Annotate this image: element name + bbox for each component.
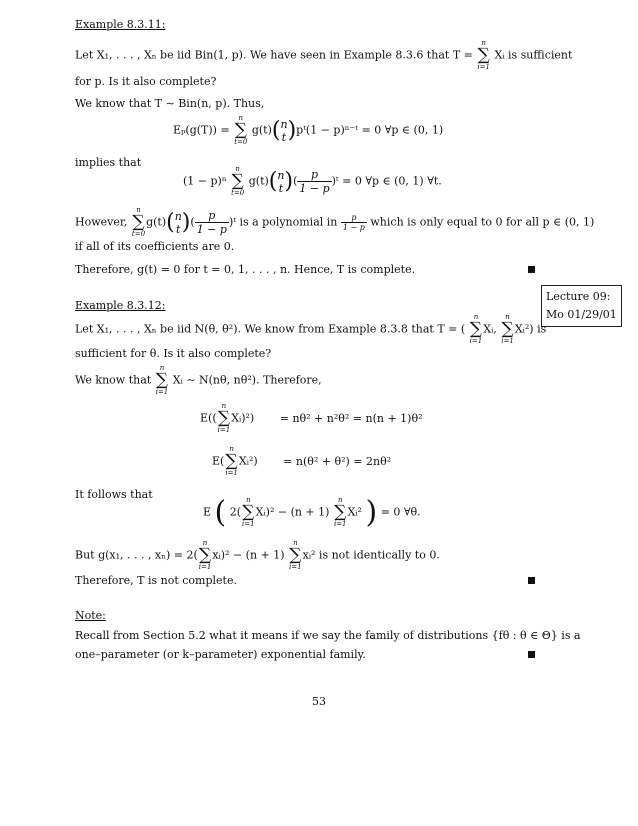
ex1-intro-b: Xᵢ is sufficient — [494, 48, 573, 62]
ex2-follows: It follows that — [75, 488, 153, 501]
ex2-but-b: xᵢ)² − (n + 1) — [212, 548, 285, 562]
sum-symbol: n ∑ i=1 — [501, 313, 514, 345]
sum-symbol: n ∑ i=1 — [333, 496, 347, 528]
ex1-intro-line — [75, 40, 572, 71]
note-line-2: one–parameter (or k–parameter) exponential family. — [75, 648, 366, 661]
qed-square-icon — [528, 577, 535, 584]
example-8-3-12-heading: Example 8.3.12: — [75, 299, 166, 312]
ex1-eq2-mid: g(t) — [248, 174, 269, 188]
fraction-p-over-1-minus-p-small: $\frac{p}{1 - p}$ — [342, 213, 365, 232]
binomial-coefficient: ( n t ) — [271, 117, 297, 144]
ex2-eq2-left-b: Xᵢ²) — [238, 454, 258, 468]
ex2-intro-b: Xᵢ, — [483, 322, 497, 336]
ex1-coeffs: if all of its coefficients are 0. — [75, 240, 235, 253]
ex2-equation-2 — [212, 446, 391, 477]
sum-symbol: n ∑ i=1 — [469, 313, 483, 345]
ex1-equation-1 — [173, 115, 443, 146]
sum-symbol: n ∑ i=1 — [155, 364, 169, 396]
qed-square-icon — [528, 266, 535, 273]
ex2-but-line — [75, 540, 440, 571]
ex1-know: We know that T ∼ Bin(n, p). Thus, — [75, 97, 265, 110]
ex2-know-a: We know that — [75, 373, 152, 387]
sum-symbol: n ∑ i=1 — [225, 445, 238, 477]
ex2-but-c: xᵢ² is not identically to 0. — [302, 548, 440, 562]
sum-symbol: n ∑ i=1 — [242, 496, 255, 528]
sum-symbol: n ∑ i=1 — [198, 539, 212, 571]
fraction-p-over-1-minus-p: $\frac{p}{1 - p}$ — [299, 168, 330, 195]
ex2-eq2-left-a: E( — [212, 454, 225, 468]
ex2-know-line — [75, 365, 322, 396]
sum-symbol: n ∑ t=0 — [234, 114, 248, 146]
ex2-eq3-b: 2( — [229, 505, 242, 519]
ex2-eq3-a: E — [203, 505, 212, 519]
ex1-implies: implies that — [75, 156, 142, 169]
lecture-date: Mo 01/29/01 — [546, 308, 617, 321]
ex2-intro-a: Let X₁, . . . , Xₙ be iid N(θ, θ²). We know from Example 8.3.8 that T = ( — [75, 322, 466, 336]
ex2-eq3-e: = 0 ∀θ. — [380, 505, 421, 519]
sum-symbol: n ∑ t=0 — [131, 206, 146, 238]
ex1-eq1-mid: g(t) — [251, 123, 272, 137]
ex1-intro-c: for p. Is it also complete? — [75, 75, 217, 88]
qed-square-icon — [528, 651, 535, 658]
ex1-therefore: Therefore, g(t) = 0 for t = 0, 1, . . . , n. Hence, T is complete. — [75, 263, 416, 276]
ex2-equation-1 — [200, 403, 423, 434]
ex1-intro-a: Let X₁, . . . , Xₙ be iid Bin(1, p). We have seen in Example 8.3.6 that T = — [75, 48, 473, 62]
ex2-eq1-right: = nθ² + n²θ² = n(n + 1)θ² — [279, 411, 423, 425]
binomial-coefficient: ( n t ) — [166, 209, 191, 236]
ex1-eq1-left: Eₚ(g(T)) = — [173, 123, 230, 137]
ex2-intro-d: sufficient for θ. Is it also complete? — [75, 347, 272, 360]
note-heading: Note: — [75, 609, 106, 622]
lecture-margin-note — [541, 285, 622, 327]
ex2-eq3-c: Xᵢ)² − (n + 1) — [255, 505, 330, 519]
ex1-eq1-right: pᵗ(1 − p)ⁿ⁻ᵗ = 0 ∀p ∈ (0, 1) — [296, 123, 444, 137]
ex1-equation-2: (1 − p)ⁿ n ∑ t=0 g(t)( n t )( $\frac{p}{1 - p}$ )ᵗ = 0 ∀p ∈ (0, 1) ∀t. — [183, 165, 442, 197]
ex2-therefore: Therefore, T is not complete. — [75, 574, 237, 587]
sum-symbol: n ∑ i=1 — [477, 39, 490, 71]
ex1-eq2-right: )ᵗ = 0 ∀p ∈ (0, 1) ∀t. — [331, 174, 442, 188]
page-number: 53 — [312, 695, 326, 708]
ex1-however-c: )ᵗ is a polynomial in — [228, 215, 338, 229]
ex2-eq2-right: = n(θ² + θ²) = 2nθ² — [283, 454, 392, 468]
ex2-eq1-left-b: Xᵢ)²) — [231, 411, 255, 425]
example-8-3-11-heading: Example 8.3.11: — [75, 18, 166, 31]
binomial-coefficient: ( n t ) — [268, 168, 294, 195]
sum-symbol: n ∑ i=1 — [217, 402, 231, 434]
ex1-however-line: However, n ∑ t=0 g(t)( n t )( $\frac{p}{1 - p}$ )ᵗ is a polynomial in $\frac{p}{1 - p}$ which is only equal to 0 for all p ∈ (0, 1) — [75, 206, 595, 238]
ex2-know-b: Xᵢ ∼ N(nθ, nθ²). Therefore, — [172, 373, 322, 387]
ex2-equation-3: E ( 2( n ∑ i=1 Xᵢ)² − (n + 1) n ∑ i=1 Xᵢ² ) = 0 ∀θ. — [203, 495, 421, 530]
ex1-eq2-left: (1 − p)ⁿ — [183, 174, 227, 188]
ex2-intro-c: Xᵢ²) is — [514, 322, 547, 336]
ex2-eq3-d: Xᵢ² — [347, 505, 362, 519]
ex1-however-a: However, — [75, 215, 128, 229]
ex2-intro-line — [75, 314, 546, 345]
lecture-number: Lecture 09: — [546, 290, 611, 303]
sum-symbol: n ∑ i=1 — [289, 539, 302, 571]
fraction-p-over-1-minus-p: $\frac{p}{1 - p}$ — [196, 209, 227, 236]
ex2-eq1-left-a: E(( — [200, 411, 217, 425]
sum-symbol: n ∑ t=0 — [231, 165, 245, 197]
note-line-1: Recall from Section 5.2 what it means if we say the family of distributions {fθ : θ ∈ Θ} is a — [75, 629, 581, 642]
ex2-but-a: But g(x₁, . . . , xₙ) = 2( — [75, 548, 198, 562]
ex1-however-d: which is only equal to 0 for all p ∈ (0, 1) — [370, 215, 595, 229]
ex1-however-b: g(t) — [146, 215, 167, 229]
